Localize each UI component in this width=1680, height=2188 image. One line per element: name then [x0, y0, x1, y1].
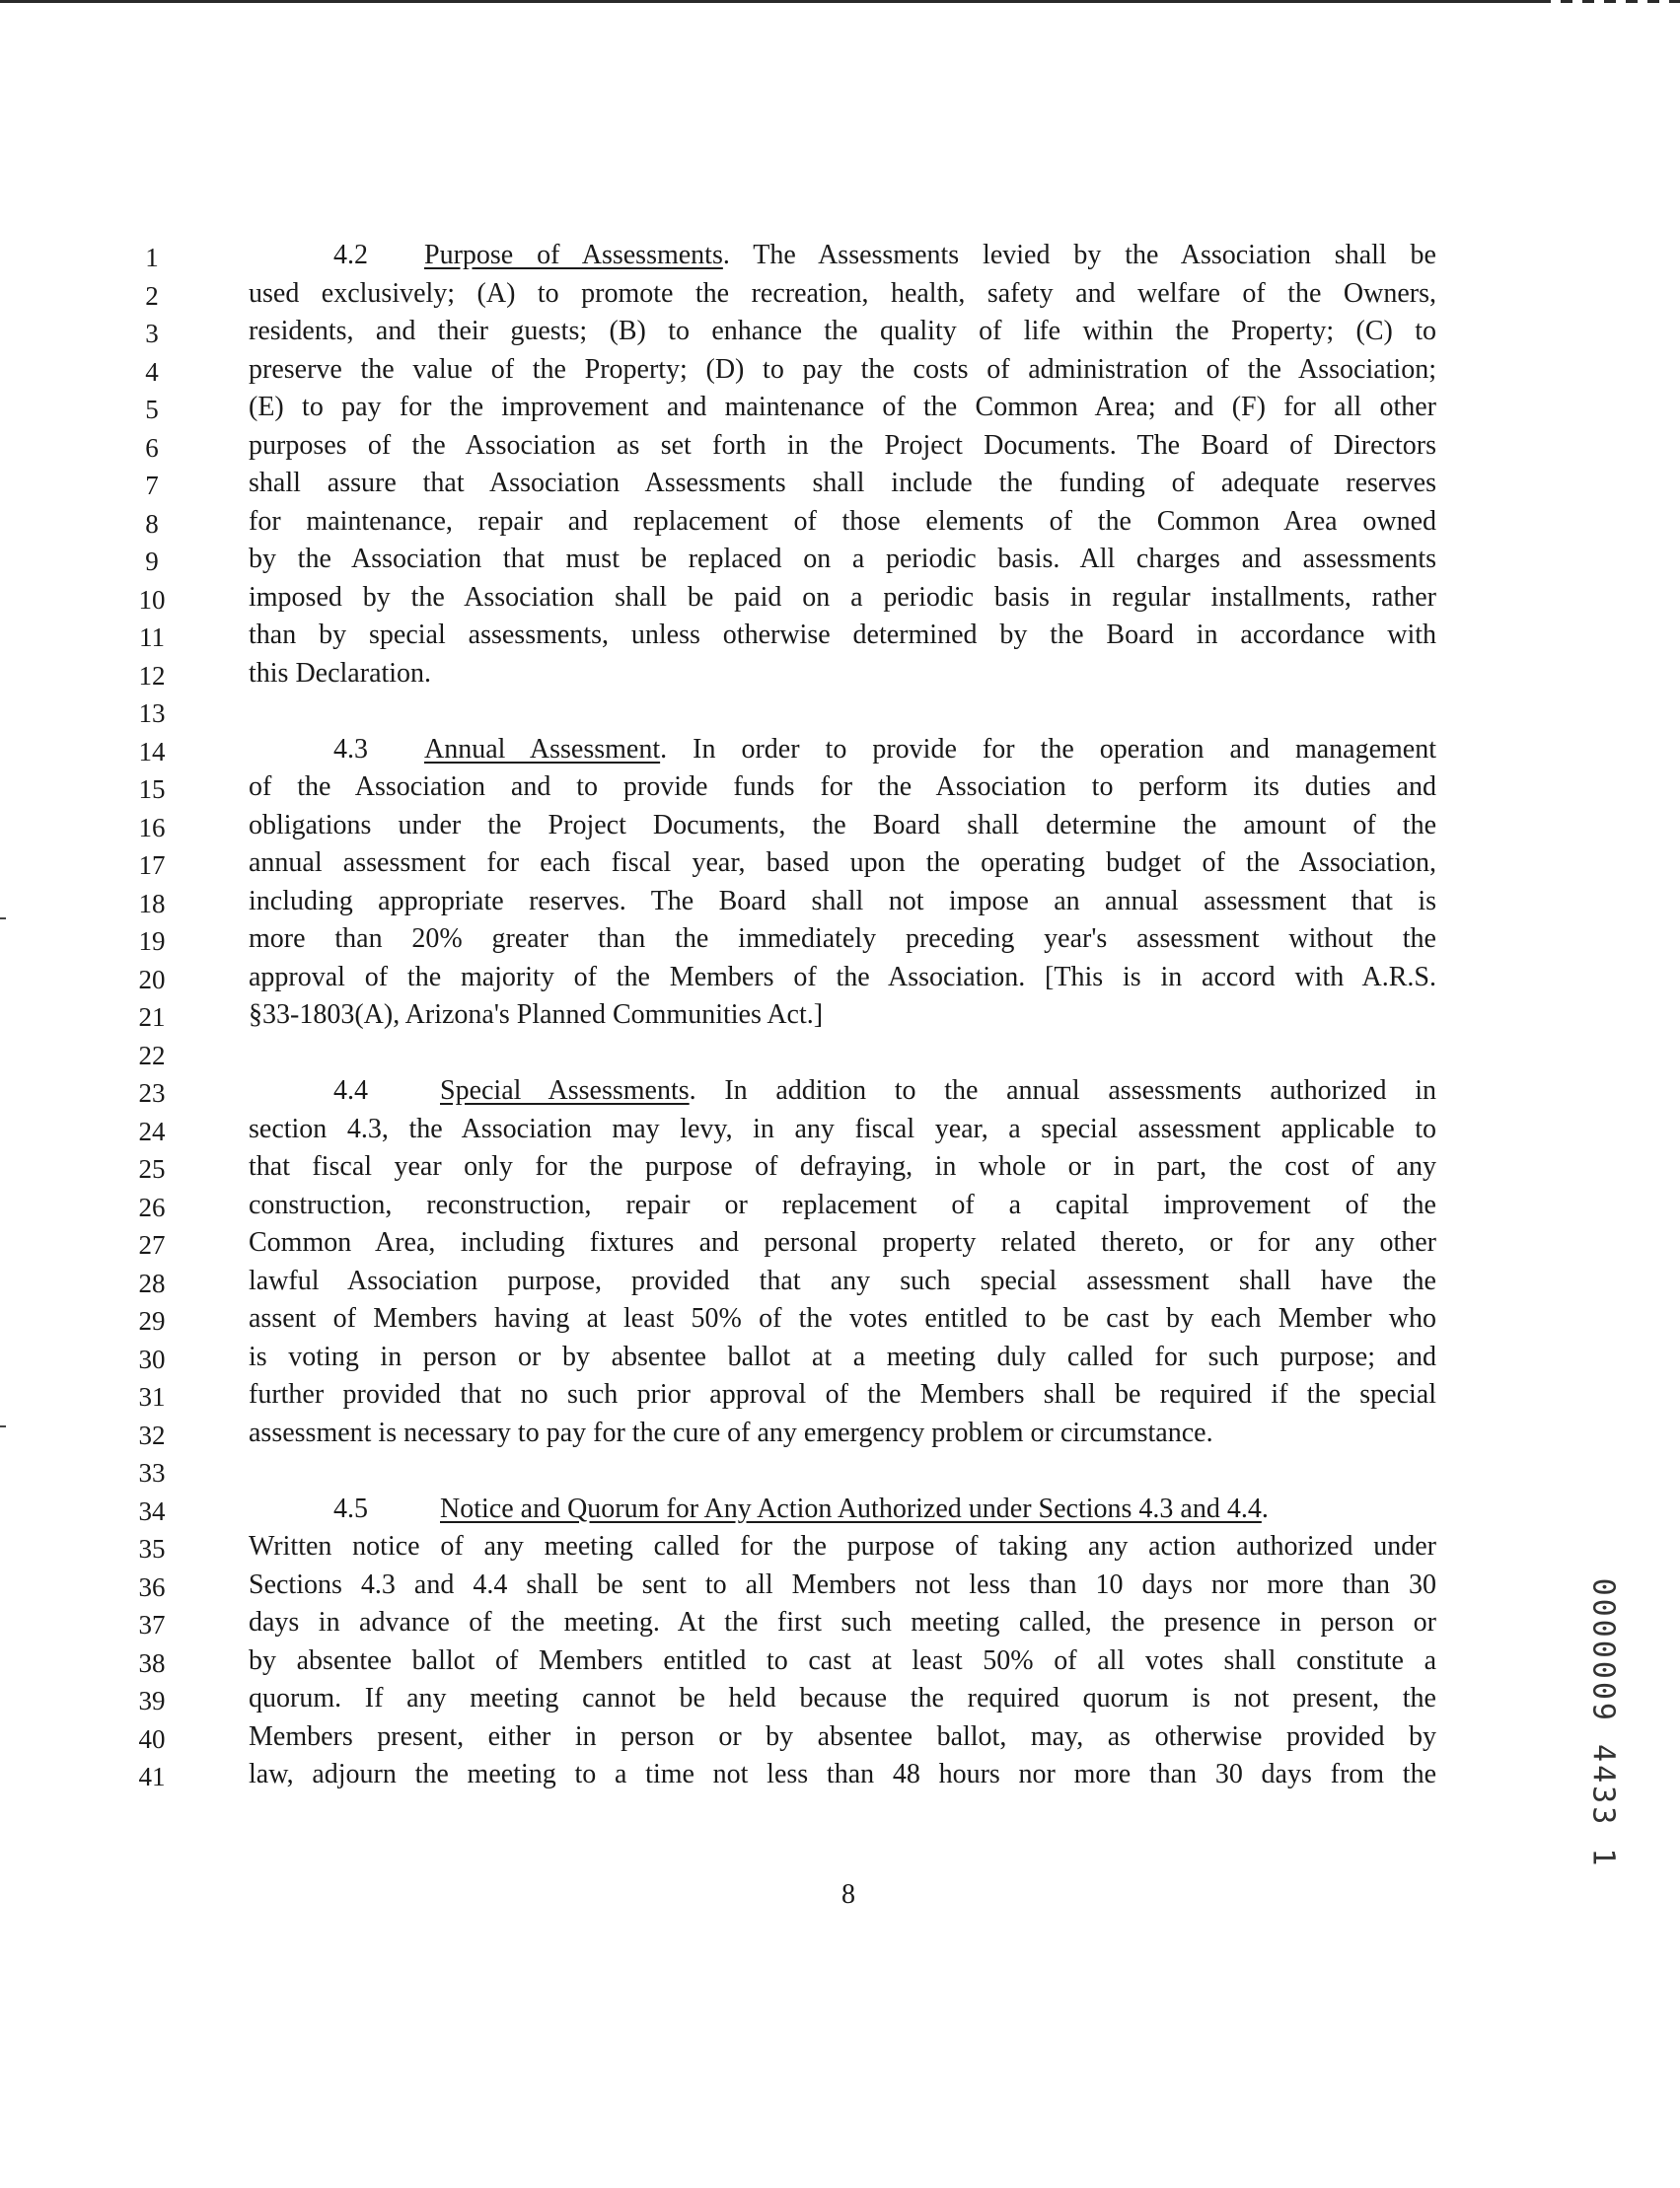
document-line: [0, 996, 1680, 1034]
line-number: 19: [138, 926, 166, 956]
line-number: 8: [145, 508, 159, 539]
document-line: [0, 655, 1680, 693]
document-line: [0, 883, 1680, 920]
document-line: [0, 1415, 1680, 1452]
line-text: annual assessment for each fiscal year, based upon the operating budget of the Association,: [249, 847, 1436, 878]
line-number: 32: [138, 1420, 166, 1450]
line-text: purposes of the Association as set forth in the Project Documents. The Board of Directors: [249, 429, 1436, 461]
line-number: 41: [138, 1762, 166, 1791]
line-number: 21: [138, 1002, 166, 1032]
line-number: 2: [145, 280, 159, 311]
line-number: 17: [138, 850, 166, 880]
document-line: [0, 1187, 1680, 1224]
line-text: approval of the majority of the Members of the Association. [This is in accord with A.R.S.: [249, 961, 1436, 992]
line-text: residents, and their guests; (B) to enhance the quality of life within the Property; (C) to: [249, 316, 1436, 346]
line-text: Members present, either in person or by absentee ballot, may, as otherwise provided by: [249, 1720, 1436, 1752]
document-line: [0, 275, 1680, 313]
line-text: that fiscal year only for the purpose of defraying, in whole or in part, the cost of any: [249, 1151, 1436, 1182]
line-number: 31: [138, 1382, 166, 1412]
document-line: [0, 1756, 1680, 1793]
line-number: 10: [138, 584, 166, 615]
section-heading-line: [424, 731, 1436, 768]
line-number: 4: [145, 356, 159, 387]
line-text: section 4.3, the Association may levy, in any fiscal year, a special assessment applicable to: [249, 1113, 1436, 1144]
line-text: including appropriate reserves. The Board shall not impose an annual assessment that is: [249, 885, 1436, 916]
line-number: 27: [138, 1230, 166, 1260]
document-line: [0, 1339, 1680, 1376]
line-number: 18: [138, 888, 166, 918]
document-line: [0, 920, 1680, 958]
line-text: . In addition to the annual assessments authorized in: [689, 1075, 1436, 1106]
document-line: [0, 1642, 1680, 1680]
document-line: [0, 768, 1680, 806]
line-text: . In order to provide for the operation and management: [660, 733, 1437, 765]
document-line: [0, 465, 1680, 502]
line-text: Common Area, including fixtures and personal property related thereto, or for any other: [249, 1227, 1436, 1258]
document-line: [0, 1491, 1680, 1528]
line-number: 7: [145, 471, 159, 500]
recording-stamp: [1583, 1577, 1623, 1869]
line-number: 20: [138, 964, 166, 994]
line-number: 15: [138, 774, 166, 804]
section-title: Special Assessments: [440, 1075, 690, 1106]
line-text: shall assure that Association Assessments shall include the funding of adequate reserves: [249, 468, 1436, 498]
document-line: [0, 617, 1680, 654]
line-number: 1: [145, 243, 159, 272]
section-number: 4.4: [333, 1075, 368, 1106]
document-line: [0, 1224, 1680, 1262]
document-line: [0, 389, 1680, 426]
section-heading-line: [440, 1491, 1436, 1528]
document-line: [0, 844, 1680, 882]
line-text: more than 20% greater than the immediately preceding year's assessment without the: [249, 923, 1436, 954]
line-text: is voting in person or by absentee ballot at a meeting duly called for such purpose; and: [249, 1341, 1436, 1372]
line-text: law, adjourn the meeting to a time not less than 48 hours nor more than 30 days from the: [249, 1759, 1436, 1789]
line-number: 30: [138, 1344, 166, 1374]
document-line: [0, 807, 1680, 844]
line-number: 22: [138, 1040, 166, 1070]
document-line: [0, 1528, 1680, 1566]
document-line: [0, 1263, 1680, 1300]
document-line: [0, 427, 1680, 465]
document-line: [0, 541, 1680, 578]
line-text: quorum. If any meeting cannot be held because the required quorum is not present, the: [249, 1683, 1436, 1714]
line-text: assessment is necessary to pay for the cure of any emergency problem or circumstance.: [249, 1417, 1213, 1448]
line-number: 6: [145, 432, 159, 463]
line-text: §33-1803(A), Arizona's Planned Communities Act.]: [249, 999, 824, 1030]
line-text: .: [1261, 1493, 1269, 1524]
line-number: 12: [138, 660, 166, 691]
line-number: 5: [145, 395, 159, 424]
line-number: 26: [138, 1192, 166, 1222]
document-line: [0, 1452, 1680, 1490]
section-title: Notice and Quorum for Any Action Authorized under Sections 4.3 and 4.4: [440, 1493, 1262, 1524]
line-text: further provided that no such prior approval of the Members shall be required if the special: [249, 1379, 1436, 1410]
line-number: 36: [138, 1571, 166, 1602]
document-line: [0, 1300, 1680, 1338]
line-text: this Declaration.: [249, 657, 432, 689]
line-text: used exclusively; (A) to promote the recreation, health, safety and welfare of the Owners,: [249, 277, 1436, 309]
document-line: [0, 1567, 1680, 1604]
document-line: [0, 313, 1680, 350]
document-line: [0, 693, 1680, 730]
line-number: 39: [138, 1686, 166, 1715]
recording-stamp-text: 0000009 4433 1: [1585, 1577, 1621, 1869]
line-text: by absentee ballot of Members entitled to cast at least 50% of all votes shall constitute a: [249, 1644, 1436, 1676]
line-text: preserve the value of the Property; (D) to pay the costs of administration of the Association;: [249, 353, 1436, 385]
line-number: 28: [138, 1268, 166, 1298]
document-line: [0, 237, 1680, 274]
line-number: 3: [145, 319, 159, 348]
line-number: 33: [138, 1458, 166, 1488]
line-number: 11: [139, 622, 165, 652]
line-text: lawful Association purpose, provided that any such special assessment shall have the: [249, 1265, 1436, 1296]
line-text: assent of Members having at least 50% of the votes entitled to be cast by each Member who: [249, 1303, 1436, 1334]
line-text: . The Assessments levied by the Association shall be: [722, 240, 1436, 270]
line-number: 38: [138, 1647, 166, 1678]
line-text: for maintenance, repair and replacement of those elements of the Common Area owned: [249, 505, 1436, 537]
document-line: [0, 1718, 1680, 1756]
document-line: [0, 1376, 1680, 1414]
line-number: 37: [138, 1610, 166, 1640]
line-number: 25: [138, 1154, 166, 1184]
section-heading-line: [424, 237, 1436, 274]
document-line: [0, 1604, 1680, 1641]
line-number: 34: [138, 1495, 166, 1526]
document-line: [0, 1680, 1680, 1717]
document-line: [0, 1111, 1680, 1148]
line-number: 24: [138, 1116, 166, 1146]
document-line: [0, 1072, 1680, 1110]
line-text: (E) to pay for the improvement and maintenance of the Common Area; and (F) for all other: [249, 392, 1436, 422]
document-line: [0, 351, 1680, 389]
line-number: 23: [138, 1078, 166, 1108]
document-line: [0, 1148, 1680, 1186]
document-line: [0, 959, 1680, 996]
section-number: 4.2: [333, 240, 368, 270]
line-text: imposed by the Association shall be paid on a periodic basis in regular installments, rather: [249, 581, 1436, 613]
line-text: Sections 4.3 and 4.4 shall be sent to all Members not less than 10 days nor more than 30: [249, 1568, 1436, 1600]
line-number: 40: [138, 1723, 166, 1754]
line-text: Written notice of any meeting called for the purpose of taking any action authorized under: [249, 1531, 1436, 1562]
line-number: 35: [138, 1534, 166, 1564]
document-line: [0, 579, 1680, 617]
line-text: than by special assessments, unless otherwise determined by the Board in accordance with: [249, 620, 1436, 650]
line-number: 14: [138, 736, 166, 766]
section-title: Annual Assessment: [424, 733, 661, 765]
document-line: [0, 503, 1680, 541]
section-title: Purpose of Assessments: [424, 240, 723, 270]
section-number: 4.5: [333, 1493, 368, 1524]
page-number: 8: [841, 1879, 855, 1910]
document-line: [0, 731, 1680, 768]
line-text: obligations under the Project Documents, the Board shall determine the amount of the: [249, 809, 1436, 840]
line-number: 9: [145, 547, 159, 576]
section-number: 4.3: [333, 733, 368, 765]
line-text: construction, reconstruction, repair or replacement of a capital improvement of the: [249, 1189, 1436, 1220]
line-number: 13: [138, 698, 166, 728]
line-text: of the Association and to provide funds for the Association to perform its duties and: [249, 771, 1436, 802]
document-line: [0, 1035, 1680, 1072]
line-text: days in advance of the meeting. At the first such meeting called, the presence in person or: [249, 1607, 1436, 1638]
line-text: by the Association that must be replaced on a periodic basis. All charges and assessments: [249, 544, 1436, 574]
line-number: 29: [138, 1306, 166, 1336]
line-number: 16: [138, 812, 166, 842]
section-heading-line: [440, 1072, 1436, 1110]
